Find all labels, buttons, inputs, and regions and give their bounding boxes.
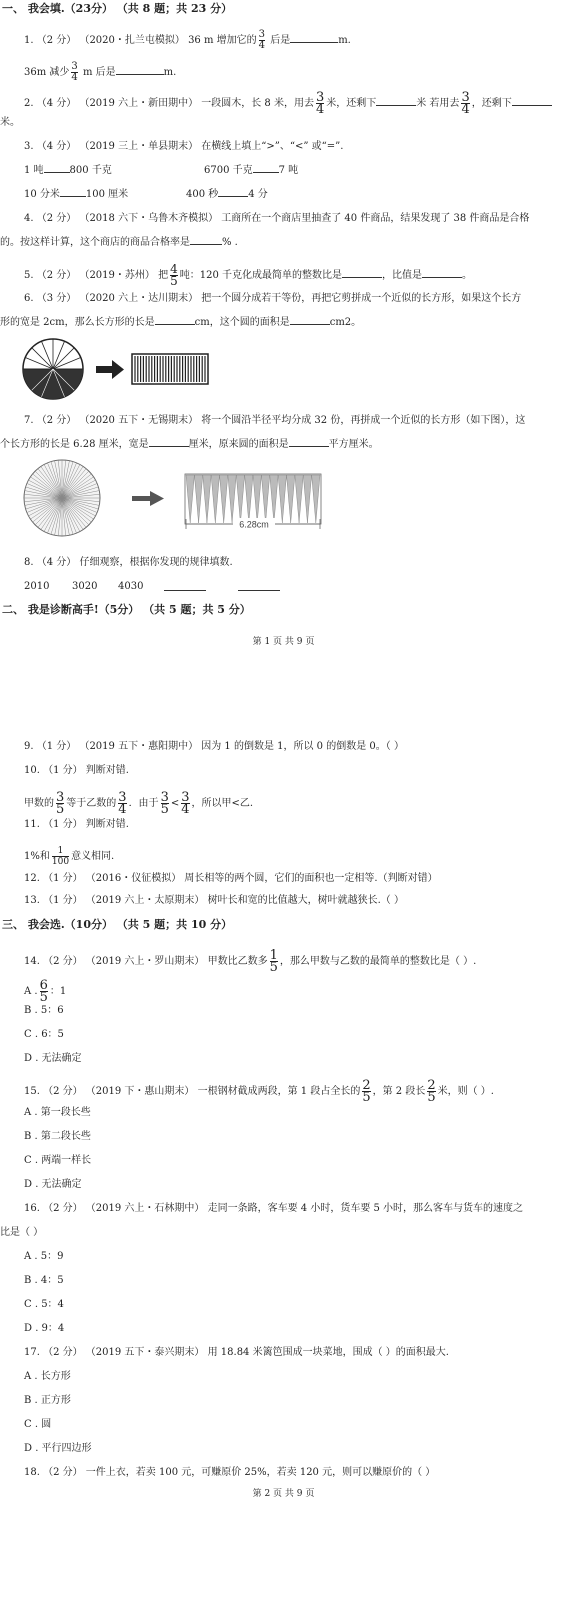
question-2-line-1: 2. （4 分） （2019 六上・新田期中） 一段圆木，长 8 米，用去 $\frac{3}{4}$ 米，还剩下 米 若用去 $\frac{3}{4}$ ，还剩下 [24,92,567,115]
arrow-right-icon [132,491,164,506]
fraction: $\frac{4}{5}$ [170,262,178,288]
page-footer-2: 第 2 页 共 9 页 [252,1489,315,1499]
question-16-line-2: 比是（ ） [0,1227,44,1238]
fraction: $\frac{3}{4}$ [71,61,78,83]
question-7-line-2: 个长方形的长是 6.28 厘米，宽是 厘米，原来圆的面积是 平方厘米。 [0,439,379,450]
question-15-option-b: B . 第二段长些 [24,1131,91,1142]
question-9: 9. （1 分） （2019 五下・惠阳期中） 因为 1 的倒数是 1，所以 0 的倒数是 0。（ ） [24,741,404,752]
question-6-figure [20,336,220,404]
question-10-stem: 10. （1 分） 判断对错. [24,765,129,776]
question-15-stem: 15. （2 分） （2019 下・惠山期末） 一根钢材截成两段，第 1 段占全长的 $\frac{2}{5}$ ，第 2 段长 $\frac{2}{5}$ 米，则（ ）. [24,1078,494,1105]
question-16-option-c: C . 5：4 [24,1299,64,1310]
section-2-title: 二、 我是诊断高手!（5分） （共 5 题；共 5 分） [2,603,251,616]
question-8-stem: 8. （4 分） 仔细观察，根据你发现的规律填数. [24,557,233,568]
question-14-option-d: D . 无法确定 [24,1053,82,1064]
question-15-option-a: A . 第一段长些 [24,1107,91,1118]
question-2-line-2: 米。 [0,117,20,128]
question-16-line-1: 16. （2 分） （2019 六上・石林期中） 走同一条路，客车要 4 小时，货车要 5 小时，那么客车与货车的速度之 [24,1203,524,1214]
question-14-option-b: B . 5：6 [24,1005,64,1016]
question-17-option-b: B . 正方形 [24,1395,71,1406]
question-8-seq-1: 2010 [24,581,50,592]
question-1-line-2: 36m 减少 $\frac{3}{4}$ m 后是 m. [24,61,177,83]
fraction: $\frac{3}{4}$ [181,790,190,817]
question-7-figure [22,458,332,538]
question-3-stem: 3. （4 分） （2019 三上・单县期末） 在横线上填上“>”、“<” 或“=”. [24,141,344,152]
question-7-line-1: 7. （2 分） （2020 五下・无锡期末） 将一个圆沿半径平均分成 32 份，再拼成一个近似的长方形（如下图），这 [24,415,526,426]
answer-blank [238,590,280,591]
question-16-option-b: B . 4：5 [24,1275,64,1286]
question-8-seq-2: 3020 [72,581,98,592]
fraction: $\frac{1}{5}$ [269,948,278,975]
page-footer-1: 第 1 页 共 9 页 [252,637,315,647]
fraction: $\frac{3}{4}$ [118,790,127,817]
question-14-option-c: C . 6：5 [24,1029,64,1040]
fraction: $\frac{2}{5}$ [427,1078,436,1105]
question-3-row-1b: 6700 千克 7 吨 [204,165,299,176]
question-13: 13. （1 分） （2019 六上・太原期末） 树叶长和宽的比值越大，树叶就越狭长.（ ） [24,895,404,906]
fraction: $\frac{1}{100}$ [51,846,70,867]
fraction: $\frac{3}{4}$ [315,90,325,117]
length-label: 6.28cm [239,519,269,530]
question-4-line-1: 4. （2 分） （2018 六下・乌鲁木齐模拟） 工商所在一个商店里抽查了 40 件商品，结果发现了 38 件商品是合格 [24,213,530,224]
sectored-circle-icon [23,339,83,399]
question-18: 18. （2 分） 一件上衣，若卖 100 元，可赚原价 25%，若卖 120 元，则可以赚原价的（ ） [24,1467,436,1478]
radial-circle-icon [24,460,100,536]
question-17-option-a: A . 长方形 [24,1371,71,1382]
question-3-row-1: 1 吨 800 千克 [24,165,112,176]
arrow-right-icon [96,360,124,379]
question-16-option-a: A . 5：9 [24,1251,64,1262]
fraction: $\frac{3}{4}$ [258,29,266,51]
question-3-row-2b: 400 秒 4 分 [186,189,268,200]
question-6-line-1: 6. （3 分） （2020 六上・达川期末） 把一个圆分成若干等份，再把它剪拼成一个近似的长方形，如果这个长方 [24,293,522,304]
question-4-line-2: 的。按这样计算，这个商店的商品合格率是 % . [0,237,238,248]
section-3-title: 三、 我会选.（10分） （共 5 题；共 10 分） [2,918,233,931]
question-1-line-1: 1. （2 分） （2020・扎兰屯模拟） 36 m 增加它的 $\frac{3}{4}$ 后是 m. [24,29,351,51]
question-17-stem: 17. （2 分） （2019 五下・泰兴期末） 用 18.84 米篱笆围成一块菜地，围成（ ）的面积最大. [24,1347,449,1358]
question-8-seq-3: 4030 [118,581,144,592]
question-17-option-d: D . 平行四边形 [24,1443,92,1454]
question-14-option-a: A . $\frac{6}{5}$ ：1 [24,978,67,1005]
question-15-option-c: C . 两端一样长 [24,1155,92,1166]
question-14-stem: 14. （2 分） （2019 六上・罗山期末） 甲数比乙数多 $\frac{1}{5}$ ，那么甲数与乙数的最简单的整数比是（ ）. [24,948,477,975]
question-11-line-2: 1%和 $\frac{1}{100}$ 意义相同. [24,846,115,867]
triangle-strip-rectangle-icon [185,474,321,524]
question-17-option-c: C . 圆 [24,1419,52,1430]
question-12: 12. （1 分） （2016・仪征模拟） 周长相等的两个圆，它们的面积也一定相等.（判断对错） [24,873,438,884]
section-1-title: 一、 我会填.（23分） （共 8 题；共 23 分） [2,2,233,15]
question-11-stem: 11. （1 分） 判断对错. [24,819,129,830]
fraction: $\frac{3}{5}$ [56,790,65,817]
fraction: $\frac{3}{4}$ [461,90,470,117]
question-3-row-2: 10 分米 100 厘米 [24,189,129,200]
fraction: $\frac{6}{5}$ [39,978,48,1005]
fraction: $\frac{3}{5}$ [160,790,169,817]
rectangle-strips-icon [132,354,208,384]
question-5: 5. （2 分） （2019・苏州） 把 $\frac{4}{5}$ 吨：120 千克化成最简单的整数比是 ，比值是 。 [24,262,472,288]
answer-blank [164,590,206,591]
question-6-line-2: 形的宽是 2cm，那么长方形的长是 cm，这个圆的面积是 cm2。 [0,317,362,328]
question-15-option-d: D . 无法确定 [24,1179,82,1190]
question-16-option-d: D . 9：4 [24,1323,65,1334]
fraction: $\frac{2}{5}$ [362,1078,371,1105]
question-10-line-2: 甲数的 $\frac{3}{5}$ 等于乙数的 $\frac{3}{4}$ ．由于 $\frac{3}{5}$ < $\frac{3}{4}$ ，所以甲<乙. [24,790,254,817]
